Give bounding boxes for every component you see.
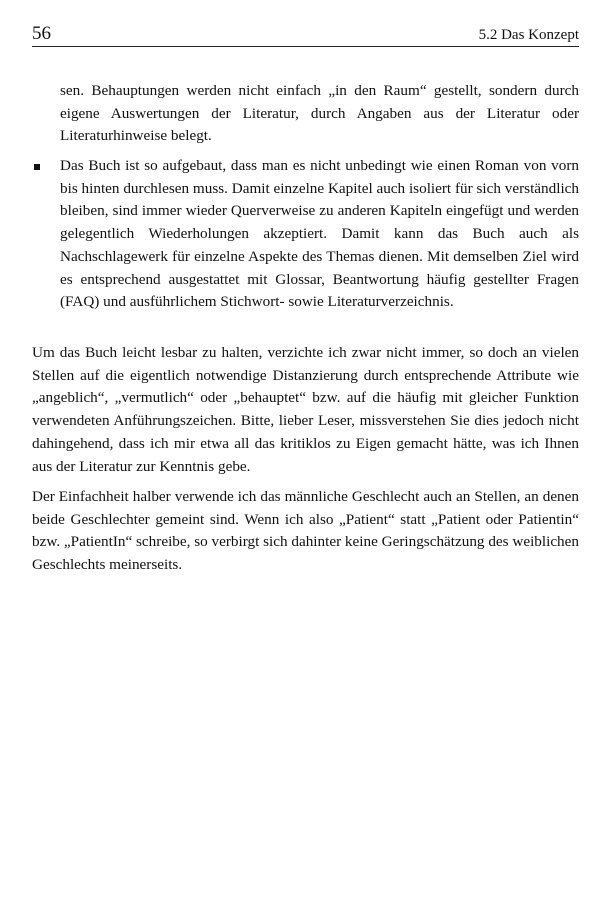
bullet-item-text: Das Buch ist so aufgebaut, dass man es nicht unbedingt wie einen Roman von vorn bis hinten durchlesen muss. Damit einzelne Kapitel auch isoliert für sich verständlich bleiben, sind immer wieder Querverweise zu anderen Kapiteln eingefügt und werden gelegentlich Wiederholungen akzeptiert. Damit kann das Buch auch als Nachschlagewerk für einzelne Aspekte des Themas dienen. Mit demselben Ziel wird es entsprechend ausgestattet mit Glossar, Beantwortung häufig gestellter Fragen (FAQ) und ausführlichem Stichwort- sowie Literaturverzeichnis. <box>60 157 579 311</box>
page-number: 56 <box>32 23 51 44</box>
paragraph-gender-note: Der Einfachheit halber verwende ich das männliche Geschlecht auch an Stellen, an denen beide Geschlechter gemeint sind. Wenn ich also „Patient“ statt „Patient oder Patientin“ bzw. „PatientIn“ schreibe, so verbirgt sich dahinter keine Geringschätzung des weiblichen Geschlechts meinerseits. <box>32 488 579 574</box>
page-header <box>32 22 579 46</box>
square-bullet-icon <box>34 164 40 170</box>
header-rule <box>32 46 579 47</box>
running-head: 5.2 Das Konzept <box>478 27 579 43</box>
paragraph-readability: Um das Buch leicht lesbar zu halten, verzichte ich zwar nicht immer, so doch an vielen Stellen auf die eigentlich notwendige Distanzierung durch entsprechende Attribute wie „angeblich“, „vermutlich“ oder „behauptet“ bzw. auf die häufig mit gleicher Funktion verwendeten Anführungszeichen. Bitte, lieber Leser, missverstehen Sie dies jedoch nicht dahingehend, dass ich mir etwa all das kritiklos zu Eigen gemacht hätte, was ich Ihnen aus der Literatur zur Kenntnis gebe. <box>32 344 579 475</box>
bullet-continuation-text: sen. Behauptungen werden nicht einfach „in den Raum“ gestellt, sondern durch eigene Auswertungen der Literatur, durch Angaben aus der Literatur oder Literaturhinweise belegt. <box>60 82 579 145</box>
